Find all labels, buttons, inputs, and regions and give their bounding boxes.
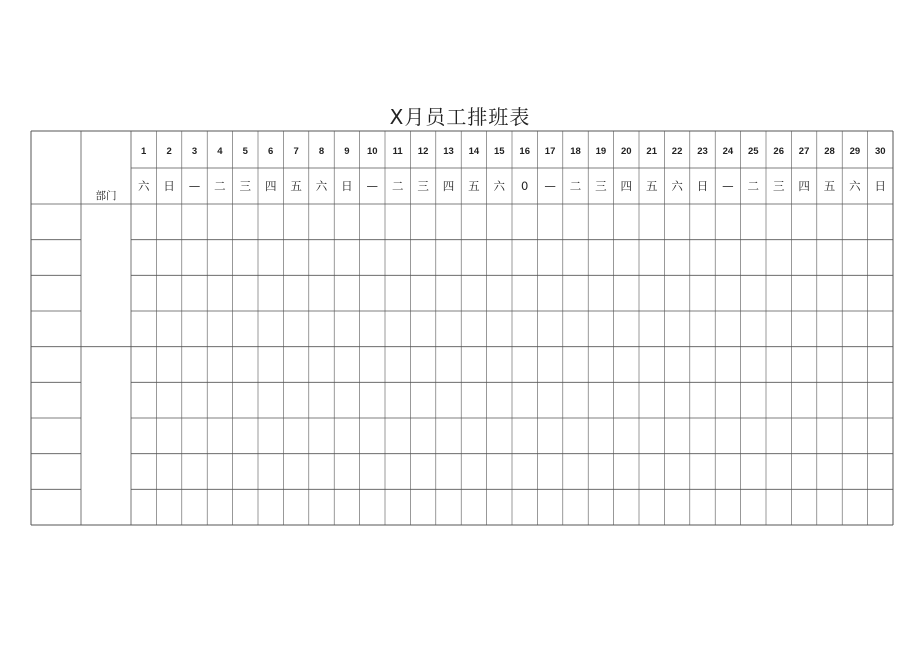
weekday-label: — xyxy=(722,179,734,193)
day-number: 11 xyxy=(392,146,403,157)
day-number: 21 xyxy=(646,146,657,157)
weekday-label: 日 xyxy=(874,179,887,193)
day-number: 24 xyxy=(722,146,734,157)
weekday-label: 日 xyxy=(696,179,709,193)
weekday-label: 五 xyxy=(290,179,302,193)
weekday-label: — xyxy=(188,179,201,193)
day-number: 10 xyxy=(367,146,378,157)
weekday-label: 四 xyxy=(264,179,277,193)
day-number: 26 xyxy=(773,146,784,157)
weekday-label: 六 xyxy=(137,179,150,193)
weekday-label: 日 xyxy=(341,179,353,193)
day-number: 3 xyxy=(191,146,198,157)
weekday-label: 六 xyxy=(315,179,328,193)
weekday-label: 四 xyxy=(442,179,455,193)
weekday-label: 三 xyxy=(239,179,252,193)
weekday-label: 四 xyxy=(798,179,810,193)
weekday-label: 二 xyxy=(391,179,404,193)
page-title: X月员工排班表 xyxy=(389,105,531,129)
day-number: 22 xyxy=(671,146,683,157)
day-number: 2 xyxy=(166,146,172,157)
weekday-label: 二 xyxy=(214,179,226,193)
day-number: 16 xyxy=(519,146,530,157)
weekday-label: 六 xyxy=(493,179,506,193)
day-number: 4 xyxy=(217,146,223,157)
weekday-label: 四 xyxy=(620,179,633,193)
day-number: 13 xyxy=(443,146,454,157)
day-number: 20 xyxy=(621,146,632,157)
weekday-label: 六 xyxy=(849,179,861,193)
day-number: 28 xyxy=(824,146,835,157)
weekday-label: 三 xyxy=(595,179,607,193)
day-number: 15 xyxy=(494,146,505,157)
weekday-label: 三 xyxy=(772,179,785,193)
weekday-label: — xyxy=(366,179,379,193)
weekday-label: 五 xyxy=(645,179,658,193)
day-number: 17 xyxy=(544,146,556,157)
day-number: 18 xyxy=(570,146,581,157)
day-number: 7 xyxy=(293,146,299,157)
day-number: 12 xyxy=(417,146,429,157)
weekday-label: 五 xyxy=(468,179,480,193)
weekday-label: 五 xyxy=(823,179,836,193)
day-number: 27 xyxy=(798,146,810,157)
weekday-label: 六 xyxy=(671,179,683,193)
day-number: 25 xyxy=(748,146,759,157)
weekday-label: 日 xyxy=(163,179,175,193)
day-number: 23 xyxy=(697,146,708,157)
weekday-label: 二 xyxy=(569,179,582,193)
day-number: 1 xyxy=(141,146,147,157)
day-number: 30 xyxy=(875,146,886,157)
day-number: 6 xyxy=(268,146,274,157)
weekday-label: 0 xyxy=(521,179,529,193)
day-number: 8 xyxy=(318,146,325,157)
day-number: 29 xyxy=(849,146,861,157)
day-number: 19 xyxy=(595,146,607,157)
dept-label: 部门 xyxy=(95,190,117,202)
weekday-label: — xyxy=(544,179,556,193)
weekday-label: 三 xyxy=(417,179,429,193)
day-number: 5 xyxy=(242,146,248,157)
weekday-label: 二 xyxy=(747,179,760,193)
day-number: 9 xyxy=(344,146,350,157)
day-number: 14 xyxy=(468,146,480,157)
